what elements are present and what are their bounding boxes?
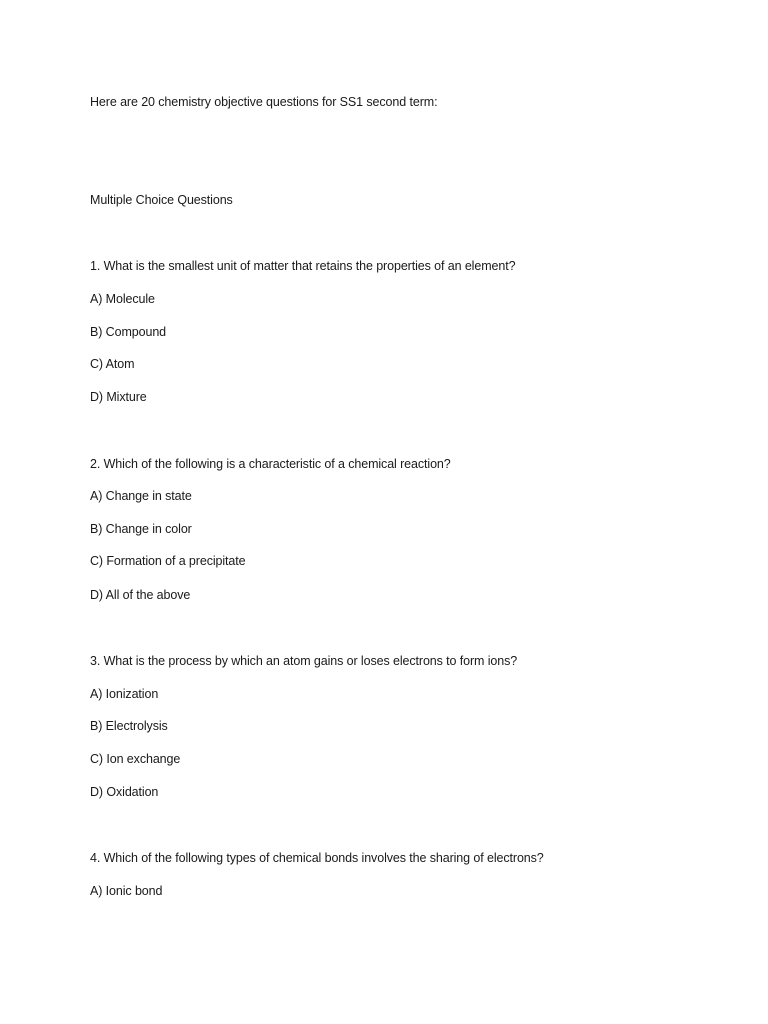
question-3-option-b: B) Electrolysis: [90, 719, 168, 733]
question-2-text: 2. Which of the following is a characteristic of a chemical reaction?: [90, 457, 451, 471]
question-1-option-a: A) Molecule: [90, 292, 155, 306]
question-1-option-c: C) Atom: [90, 357, 135, 371]
section-heading: Multiple Choice Questions: [90, 193, 233, 207]
question-3-option-a: A) Ionization: [90, 687, 159, 701]
question-1-text: 1. What is the smallest unit of matter that retains the properties of an element?: [90, 259, 516, 273]
question-2-option-b: B) Change in color: [90, 522, 192, 536]
question-1-option-b: B) Compound: [90, 325, 167, 339]
question-3-option-c: C) Ion exchange: [90, 752, 181, 766]
question-2-option-d: D) All of the above: [90, 588, 191, 602]
question-3-option-d: D) Oxidation: [90, 785, 159, 799]
question-4-text: 4. Which of the following types of chemical bonds involves the sharing of electrons?: [90, 851, 544, 865]
question-1-option-d: D) Mixture: [90, 390, 147, 404]
question-3-text: 3. What is the process by which an atom gains or loses electrons to form ions?: [90, 654, 518, 668]
question-2-option-a: A) Change in state: [90, 489, 192, 503]
question-4-option-a: A) Ionic bond: [90, 884, 163, 898]
question-2-option-c: C) Formation of a precipitate: [90, 554, 246, 568]
intro-text: Here are 20 chemistry objective questions for SS1 second term:: [90, 95, 438, 109]
